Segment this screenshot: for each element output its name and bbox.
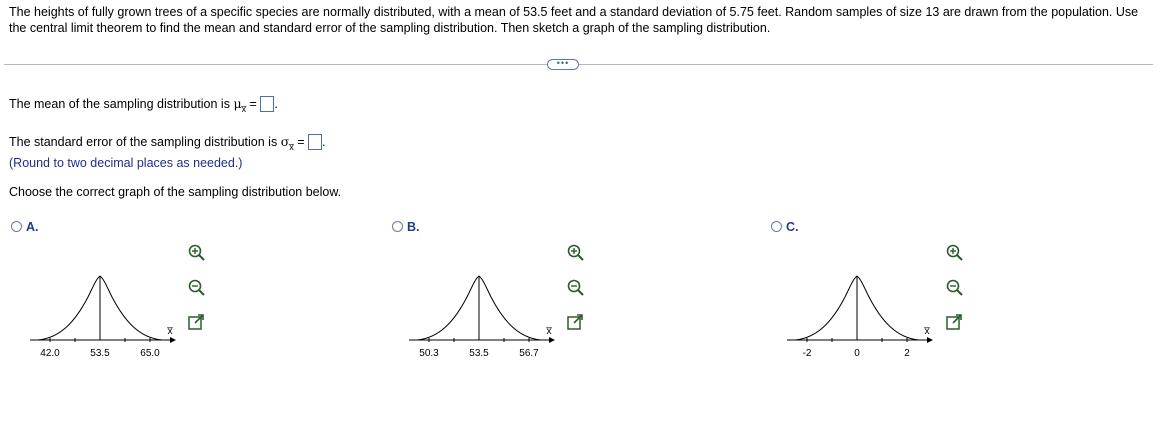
- more-button[interactable]: •••: [547, 59, 579, 70]
- option-b-radio[interactable]: [392, 220, 420, 234]
- option-b-letter: B.: [407, 220, 420, 234]
- axis-variable: x̅: [924, 326, 930, 337]
- tick-label: 53.5: [90, 348, 110, 359]
- zoom-out-icon[interactable]: [187, 278, 207, 298]
- sigma-subscript: x̅: [289, 142, 294, 152]
- rounding-hint: (Round to two decimal places as needed.): [9, 156, 243, 170]
- tick-label: 0: [854, 348, 860, 359]
- tick-label: 42.0: [40, 348, 60, 359]
- axis-variable: x̅: [546, 326, 552, 337]
- radio-icon: [11, 221, 22, 232]
- option-a-radio[interactable]: [11, 220, 39, 234]
- sigma-symbol: σ: [280, 134, 290, 149]
- tick-label: 53.5: [469, 348, 489, 359]
- mean-equals: =: [249, 97, 257, 111]
- option-b-graph: [409, 262, 559, 362]
- tick-label: 2: [904, 348, 910, 359]
- tick-label: 65.0: [140, 348, 160, 359]
- zoom-in-icon[interactable]: [566, 243, 586, 263]
- se-period: .: [322, 135, 326, 149]
- zoom-out-icon[interactable]: [566, 278, 586, 298]
- radio-icon: [771, 221, 782, 232]
- axis-arrow: [927, 337, 933, 343]
- se-prompt: The standard error of the sampling distribution is: [9, 135, 278, 149]
- mu-symbol: μ: [233, 96, 242, 111]
- choose-prompt: Choose the correct graph of the sampling distribution below.: [9, 185, 342, 199]
- option-c-graph: [787, 262, 937, 362]
- option-c-radio[interactable]: [771, 220, 799, 234]
- tick-label: -2: [802, 348, 812, 359]
- axis-arrow: [170, 337, 176, 343]
- tick-label: 56.7: [519, 348, 539, 359]
- tick-label: 50.3: [419, 348, 439, 359]
- se-answer-input[interactable]: [308, 134, 322, 150]
- mean-answer-input[interactable]: [260, 96, 274, 112]
- option-a-letter: A.: [26, 220, 39, 234]
- mean-prompt: The mean of the sampling distribution is: [9, 97, 230, 111]
- axis-variable: x̅: [167, 326, 173, 337]
- se-equals: =: [297, 135, 305, 149]
- open-new-window-icon[interactable]: [945, 313, 965, 333]
- mu-subscript: x̅: [241, 104, 247, 114]
- option-c-letter: C.: [786, 220, 799, 234]
- mean-period: .: [274, 97, 278, 111]
- question-text: The heights of fully grown trees of a specific species are normally distributed, with a mean of 53.5 feet and a standard deviation of 5.75 feet. Random samples of size 13 are drawn from the population. Use the central limit theorem to find the mean and standard error of the sampling distribution. Then sketch a graph of the sampling distribution.: [9, 5, 1139, 35]
- zoom-in-icon[interactable]: [945, 243, 965, 263]
- open-new-window-icon[interactable]: [187, 313, 207, 333]
- mean-line: [9, 96, 278, 113]
- radio-icon: [392, 221, 403, 232]
- zoom-in-icon[interactable]: [187, 243, 207, 263]
- zoom-out-icon[interactable]: [945, 278, 965, 298]
- option-a-graph: [30, 262, 180, 362]
- axis-arrow: [549, 337, 555, 343]
- open-new-window-icon[interactable]: [566, 313, 586, 333]
- se-line: [9, 134, 326, 151]
